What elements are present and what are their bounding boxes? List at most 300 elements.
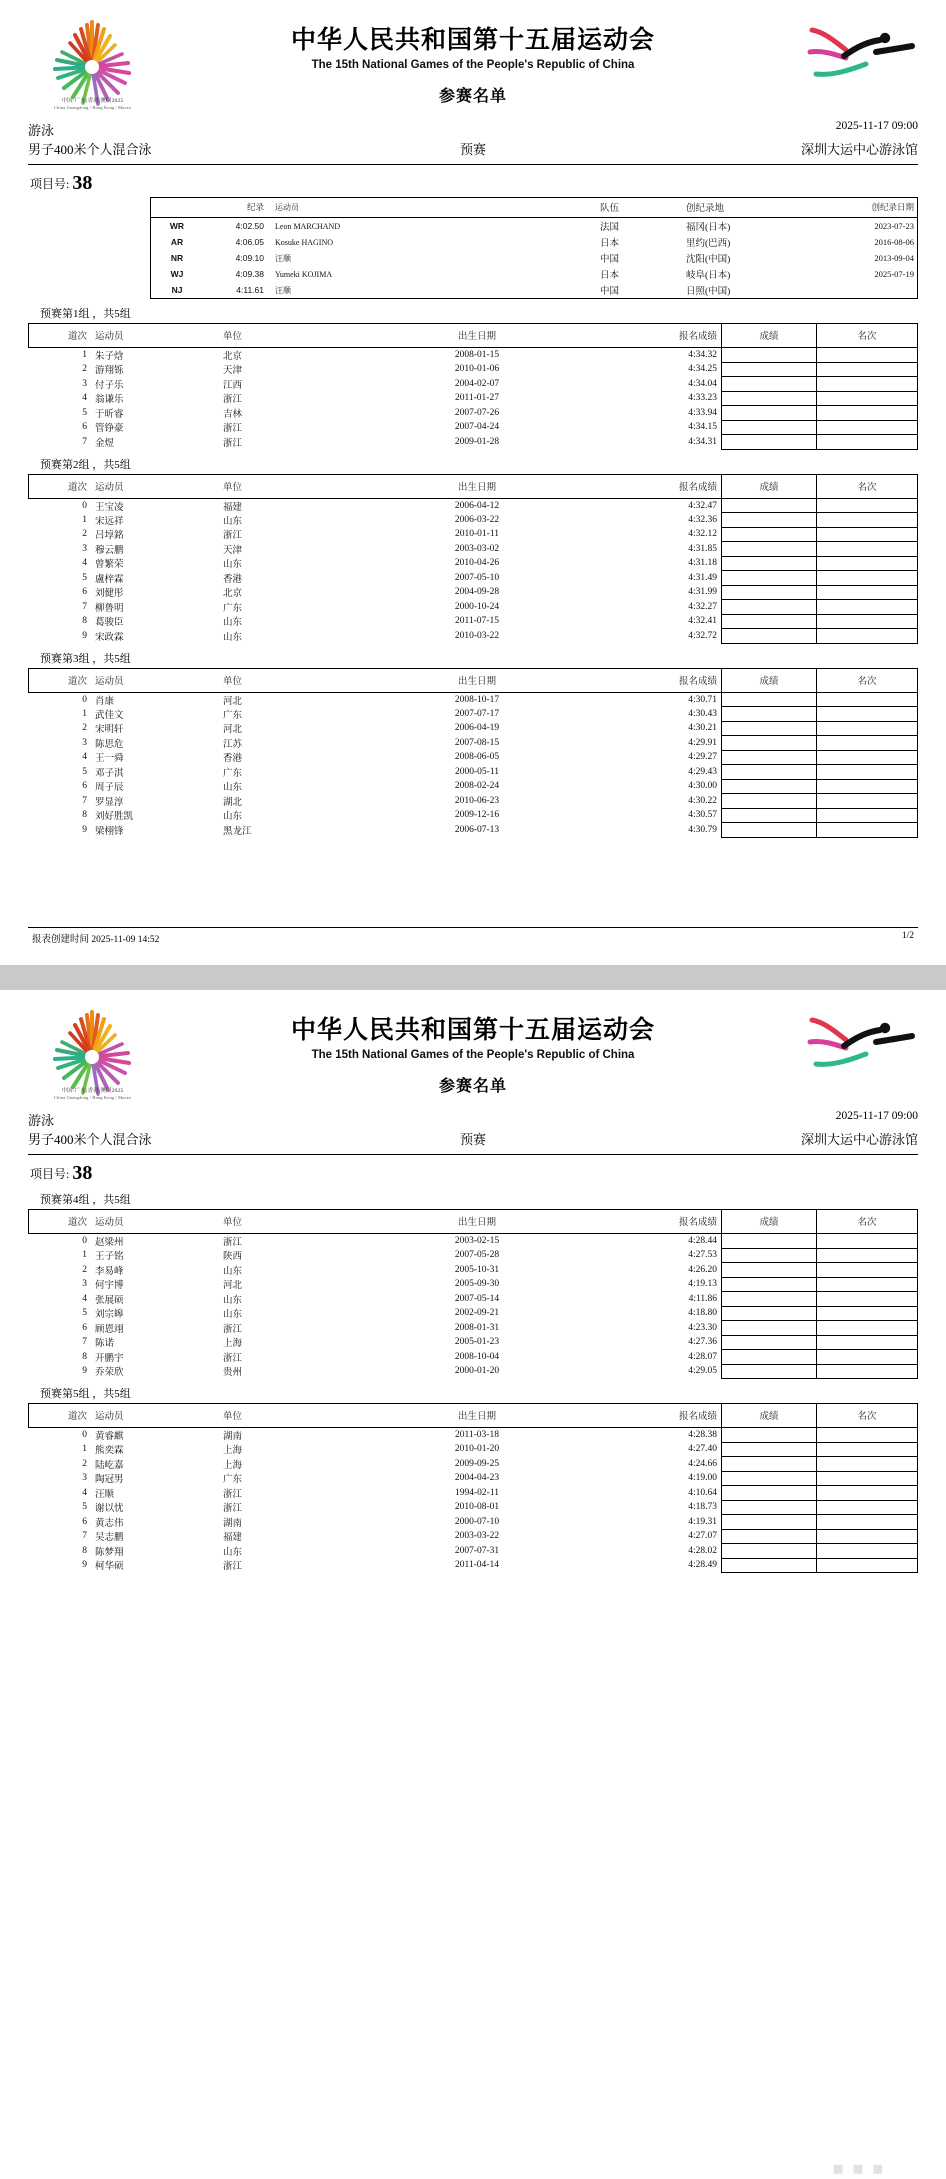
heat-cell-result[interactable] [722,1277,817,1292]
heat-cell-unit: 江西 [223,380,243,391]
heat-cell-result[interactable] [722,1306,817,1321]
heat-body [29,692,918,837]
heat-cell-lane: 8 [82,616,87,627]
heat-cell-dob: 2007-07-31 [454,1545,500,1556]
heat-cell-rank[interactable] [817,362,918,377]
heat-cell-lane: 4 [82,1487,87,1498]
heat-cell-entry: 4:27.40 [688,1444,717,1455]
heat-cell-rank[interactable] [817,1428,918,1443]
heat-cell-rank[interactable] [817,1321,918,1336]
heat-title: 预赛第3组 ，共5组 [40,652,131,665]
heat-cell-entry: 4:23.30 [688,1322,717,1333]
heat-cell-result[interactable] [722,1457,817,1472]
heat-cell-result[interactable] [722,794,817,809]
heat-cell-lane: 3 [82,378,87,389]
heat-cell-rank[interactable] [817,794,918,809]
records-cell-athlete: Yumeki KOJIMA [275,269,333,279]
heat-table-wrap [28,323,918,450]
heat-cell-result[interactable] [722,721,817,736]
event-meta [28,120,918,161]
heat-col-lane: 道次 [29,324,92,348]
heat-cell-entry: 4:28.49 [688,1560,717,1571]
table-row [29,600,918,615]
heat-cell-result[interactable] [722,1321,817,1336]
heat-header-row [29,324,918,348]
heat-cell-name: 金煜 [95,438,115,449]
heat-cell-result[interactable] [722,692,817,707]
heat-cell-result[interactable] [722,736,817,751]
heat-cell-unit: 浙江 [223,531,243,542]
heat-col-athlete: 运动员 [95,1218,124,1228]
heat-col-lane: 道次 [29,1404,92,1428]
records-row [151,266,918,282]
heat-cell-name: 梁栩锋 [95,826,124,837]
table-row [29,707,918,722]
heat-cell-unit: 山东 [223,516,243,527]
heat-cell-result[interactable] [722,527,817,542]
heat-cell-lane: 6 [82,1516,87,1527]
heat-cell-lane: 7 [82,436,87,447]
heat-cell-result[interactable] [722,542,817,557]
records-cell-team: 日本 [600,239,620,249]
heat-cell-name: 曾繁荣 [95,560,124,571]
heat-cell-rank[interactable] [817,1364,918,1379]
heat-cell-entry: 4:33.23 [688,393,717,404]
heat-cell-result[interactable] [722,1529,817,1544]
table-row [29,1263,918,1278]
heat-cell-dob: 2000-07-10 [454,1516,500,1527]
heat-col-athlete: 运动员 [95,676,124,687]
heat-cell-rank[interactable] [817,629,918,644]
heat-cell-rank[interactable] [817,1500,918,1515]
heat-cell-result[interactable] [722,823,817,838]
table-row [29,391,918,406]
records-row [151,234,918,250]
heat-cell-unit: 山东 [223,1310,243,1321]
heat-cell-unit: 上海 [223,1446,243,1457]
heat-cell-name: 王子铭 [95,1252,124,1263]
heat-cell-entry: 4:30.79 [688,824,717,835]
heat-cell-lane: 1 [82,708,87,719]
heat-cell-result[interactable] [722,362,817,377]
table-row [29,1321,918,1336]
heat-cell-result[interactable] [722,707,817,722]
heat-cell-rank[interactable] [817,823,918,838]
heat-cell-rank[interactable] [817,406,918,421]
heat-cell-entry: 4:34.32 [688,350,717,360]
records-cell-place: 沈阳(中国) [686,255,731,265]
heat-cell-result[interactable] [722,420,817,435]
heat-cell-rank[interactable] [817,736,918,751]
heat-cell-rank[interactable] [817,750,918,765]
records-cell-tag: NR [170,253,184,263]
records-table-wrap [150,197,918,299]
table-row [29,1544,918,1559]
heat-cell-entry: 4:28.02 [688,1545,717,1556]
document-page-1 [0,0,946,965]
records-cell-tag: WR [169,221,185,231]
records-cell-place: 岐阜(日本) [686,271,731,281]
heat-cell-rank[interactable] [817,1515,918,1530]
heat-cell-rank[interactable] [817,1234,918,1249]
heat-cell-rank[interactable] [817,1306,918,1321]
table-row [29,1486,918,1501]
heat-cell-entry: 4:26.20 [688,1264,717,1275]
records-cell-athlete: Kosuke HAGINO [275,237,333,247]
heat-cell-result[interactable] [722,513,817,528]
heat-cell-rank[interactable] [817,765,918,780]
records-cell-place: 福冈(日本) [686,223,731,233]
heat-cell-rank[interactable] [817,707,918,722]
heat-cell-result[interactable] [722,750,817,765]
table-row [29,1335,918,1350]
table-row [29,377,918,392]
table-row [29,1277,918,1292]
heat-cell-name: 张展硕 [95,1295,124,1306]
heat-cell-result[interactable] [722,1486,817,1501]
heat-cell-result[interactable] [722,1248,817,1263]
heat-col-entry: 报名成绩 [678,332,717,342]
heat-cell-lane: 5 [82,572,87,583]
heats-container-page1 [0,305,946,838]
heat-cell-unit: 山东 [223,618,243,629]
records-row [151,282,918,299]
heat-cell-result[interactable] [722,600,817,615]
heat-col-unit: 单位 [223,1218,243,1228]
heat-cell-result[interactable] [722,1515,817,1530]
table-row [29,362,918,377]
heat-col-dob: 出生日期 [457,1218,496,1228]
heat-cell-rank[interactable] [817,377,918,392]
heat-table-wrap [28,1403,918,1573]
heat-cell-dob: 2010-03-22 [454,630,500,641]
heat-cell-result[interactable] [722,629,817,644]
records-cell-time: 4:09.10 [235,253,264,263]
heat-cell-rank[interactable] [817,1350,918,1365]
heat-cell-rank[interactable] [817,1277,918,1292]
heat-cell-rank[interactable] [817,692,918,707]
heat-table [28,668,918,838]
table-row [29,1292,918,1307]
heat-cell-dob: 2007-05-10 [454,572,500,583]
heat-cell-dob: 2008-10-04 [454,1351,500,1362]
heat-cell-rank[interactable] [817,1335,918,1350]
records-cell-date: 2025-07-19 [874,269,914,279]
heat-cell-result[interactable] [722,1428,817,1443]
heat-cell-unit: 天津 [223,366,243,377]
heat-cell-result[interactable] [722,571,817,586]
heat-cell-unit: 浙江 [223,438,243,449]
heat-col-dob: 出生日期 [457,332,496,342]
heat-cell-entry: 4:34.31 [688,436,717,447]
heat-cell-rank[interactable] [817,1263,918,1278]
table-row [29,527,918,542]
heat-cell-lane: 5 [82,766,87,777]
heat-cell-dob: 2004-02-07 [454,378,500,389]
heat-col-dob: 出生日期 [457,482,496,493]
heat-cell-result[interactable] [722,406,817,421]
heat-header-row [29,1210,918,1234]
heat-cell-entry: 4:30.43 [688,708,717,719]
heat-cell-result[interactable] [722,1558,817,1573]
heat-cell-result[interactable] [722,808,817,823]
heat-cell-result[interactable] [722,377,817,392]
heat-cell-rank[interactable] [817,1558,918,1573]
event-number-block [30,1162,946,1185]
heat-cell-unit: 上海 [223,1460,243,1471]
heat-cell-name: 穆云鹏 [95,545,124,556]
heat-cell-rank[interactable] [817,435,918,450]
heat-cell-rank[interactable] [817,1292,918,1307]
heat-cell-result[interactable] [722,765,817,780]
heat-cell-lane: 0 [82,500,87,511]
heat-cell-rank[interactable] [817,556,918,571]
records-row [151,218,918,235]
heat-cell-rank[interactable] [817,391,918,406]
heat-cell-entry: 4:30.57 [688,810,717,821]
heat-cell-dob: 2000-10-24 [454,601,500,612]
heat-cell-entry: 4:31.49 [688,572,717,583]
table-row [29,1234,918,1249]
records-cell-athlete: 汪顺 [275,285,291,295]
heat-col-unit: 单位 [223,482,243,493]
table-row [29,750,918,765]
table-row [29,571,918,586]
page-number: 1/2 [901,931,914,941]
heat-cell-name: 游翔铄 [95,366,124,377]
records-col-athlete: 运动员 [275,202,299,212]
records-table [150,197,918,299]
heat-header-row [29,474,918,498]
games-title-cn: 中华人民共和国第十五届运动会 [290,25,655,54]
heat-cell-rank[interactable] [817,585,918,600]
heat-cell-result[interactable] [722,614,817,629]
heat-title: 预赛第2组 ，共5组 [40,458,131,471]
heat-cell-unit: 吉林 [223,409,243,420]
heat-cell-name: 谢以忧 [95,1504,124,1515]
heat-cell-lane: 0 [82,1430,87,1440]
event-number-value: 38 [72,172,93,194]
heat-cell-rank[interactable] [817,527,918,542]
table-row [29,1248,918,1263]
heat-cell-dob: 2003-02-15 [454,1236,500,1246]
heat-cell-entry: 4:29.91 [688,737,717,748]
heat-cell-rank[interactable] [817,721,918,736]
heat-cell-entry: 4:30.71 [688,694,717,705]
event-datetime: 2025-11-17 09:00 [835,120,918,132]
heat-cell-unit: 天津 [223,545,243,556]
table-row [29,779,918,794]
heat-cell-lane: 3 [82,1473,87,1484]
heat-cell-dob: 2004-04-23 [454,1473,500,1484]
heat-cell-rank[interactable] [817,600,918,615]
table-row [29,420,918,435]
heat-cell-entry: 4:18.73 [688,1502,717,1513]
heat-cell-rank[interactable] [817,513,918,528]
page-footer [28,931,918,947]
heat-cell-result[interactable] [722,1544,817,1559]
heat-cell-result[interactable] [722,1500,817,1515]
records-cell-date [819,282,918,299]
event-name: 男子400米个人混合泳 [28,142,152,157]
heat-cell-lane: 5 [82,1502,87,1513]
heat-cell-name: 汪顺 [95,1489,115,1500]
records-cell-tag: AR [170,237,184,247]
heat-cell-unit: 河北 [223,1281,243,1292]
table-row [29,1306,918,1321]
table-row [29,736,918,751]
heat-cell-result[interactable] [722,779,817,794]
heat-cell-lane: 1 [82,350,87,360]
heat-cell-rank[interactable] [817,498,918,513]
table-row [29,808,918,823]
heat-cell-result[interactable] [722,1335,817,1350]
table-row [29,435,918,450]
table-row [29,542,918,557]
heat-cell-name: 顾恩翊 [95,1324,124,1335]
heat-cell-result[interactable] [722,1364,817,1379]
heat-cell-dob: 2007-05-28 [454,1250,500,1261]
heat-cell-name: 武佳文 [95,710,124,721]
heat-cell-rank[interactable] [817,348,918,363]
heat-cell-unit: 山东 [223,783,243,794]
heat-cell-lane: 9 [82,630,87,641]
heat-cell-lane: 1 [82,1250,87,1261]
records-cell-place: 日照(中国) [686,287,731,297]
heat-cell-name: 刘宗皞 [95,1310,124,1321]
heat-cell-result[interactable] [722,348,817,363]
logo-caption-en: China Guangdong / Hong Kong / Macao [54,104,131,110]
heat-table-wrap [28,1209,918,1379]
records-header-row [151,198,918,218]
heat-cell-entry: 4:11.86 [688,1293,717,1304]
records-cell-time: 4:09.38 [235,269,264,279]
heat-title: 预赛第1组 ，共5组 [40,308,131,320]
heat-cell-rank[interactable] [817,571,918,586]
table-row [29,348,918,363]
round-name: 预赛 [459,142,486,157]
heat-cell-rank[interactable] [817,1544,918,1559]
records-col-date: 创纪录日期 [871,202,914,212]
heat-cell-result[interactable] [722,1234,817,1249]
event-meta [28,1110,918,1151]
table-row [29,1442,918,1457]
heat-table [28,1209,918,1379]
heat-cell-dob: 2010-01-11 [455,529,499,540]
heat-cell-lane: 7 [82,1531,87,1542]
heat-cell-name: 宋政霖 [95,632,124,643]
heat-col-lane: 道次 [29,668,92,692]
records-cell-team: 日本 [600,271,620,281]
heat-cell-unit: 广东 [223,768,243,779]
heat-cell-dob: 2006-07-13 [454,824,500,835]
records-cell-date: 2023-07-23 [874,221,914,231]
heat-cell-unit: 香港 [223,574,243,585]
heat-cell-rank[interactable] [817,420,918,435]
heat-cell-rank[interactable] [817,1248,918,1263]
heat-cell-unit: 浙江 [223,395,243,406]
heat-cell-lane: 8 [82,1351,87,1362]
watermark: ▩ ▩ ▩ [832,2162,886,2175]
heat-cell-dob: 2008-01-31 [454,1322,500,1333]
heat-body [29,348,918,450]
heat-cell-result[interactable] [722,556,817,571]
heat-cell-result[interactable] [722,585,817,600]
heat-cell-entry: 4:31.99 [688,587,717,598]
heat-cell-unit: 浙江 [223,1562,243,1573]
heat-cell-dob: 2010-01-20 [454,1444,500,1455]
heat-cell-entry: 4:32.36 [688,514,717,525]
heat-cell-result[interactable] [722,498,817,513]
heat-cell-result[interactable] [722,391,817,406]
heat-cell-entry: 4:32.12 [688,529,717,540]
heat-cell-rank[interactable] [817,1471,918,1486]
heat-cell-rank[interactable] [817,779,918,794]
heat-cell-rank[interactable] [817,614,918,629]
heat-cell-rank[interactable] [817,1486,918,1501]
heat-cell-result[interactable] [722,1350,817,1365]
heat-cell-dob: 2002-09-21 [454,1308,500,1319]
heat-cell-result[interactable] [722,1263,817,1278]
heat-cell-name: 周子辰 [95,783,124,794]
heat-cell-unit: 山东 [223,1295,243,1306]
created-time: 2025-11-09 14:52 [91,935,160,945]
heat-cell-unit: 黑龙江 [223,826,252,837]
heat-col-athlete: 运动员 [95,482,124,493]
heat-cell-dob: 2011-03-18 [455,1430,499,1440]
heat-cell-rank[interactable] [817,1457,918,1472]
title-block [0,20,946,106]
heat-cell-dob: 2010-04-26 [454,558,500,569]
table-row [29,1529,918,1544]
games-title-en: The 15th National Games of the People's Republic of China [311,59,635,71]
heat-cell-lane: 3 [82,737,87,748]
heat-cell-unit: 浙江 [223,1353,243,1364]
heat-cell-rank[interactable] [817,1529,918,1544]
heat-cell-rank[interactable] [817,808,918,823]
heat-col-result: 成绩 [722,1404,817,1428]
heat-cell-dob: 2007-08-15 [454,737,500,748]
heat-cell-result[interactable] [722,435,817,450]
heat-cell-name: 刘健彤 [95,589,124,600]
heat-cell-rank[interactable] [817,1442,918,1457]
heat-cell-name: 陈诺 [95,1339,115,1350]
heat-cell-lane: 7 [82,1337,87,1348]
heat-cell-lane: 2 [82,364,87,375]
logo-caption-en: China Guangdong / Hong Kong / Macao [54,1094,131,1100]
heat-col-result: 成绩 [722,474,817,498]
heat-cell-dob: 2008-01-15 [454,350,500,360]
event-number-label: 项目号: [30,177,70,191]
heat-cell-result[interactable] [722,1292,817,1307]
heat-cell-dob: 2004-09-28 [454,587,500,598]
heat-cell-lane: 9 [82,824,87,835]
document-subtitle: 参赛名单 [438,88,507,105]
heat-cell-dob: 2008-02-24 [454,781,500,792]
header-divider [28,1154,918,1155]
heat-cell-result[interactable] [722,1471,817,1486]
heat-cell-dob: 1994-02-11 [455,1487,499,1498]
heat-col-entry: 报名成绩 [678,1218,717,1228]
heat-cell-result[interactable] [722,1442,817,1457]
heat-cell-unit: 山东 [223,632,243,643]
heat-header-row [29,668,918,692]
heat-cell-rank[interactable] [817,542,918,557]
heat-table [28,474,918,644]
heat-cell-dob: 2003-03-02 [454,543,500,554]
heat-body [29,498,918,643]
heat-cell-name: 何宇博 [95,1281,124,1292]
